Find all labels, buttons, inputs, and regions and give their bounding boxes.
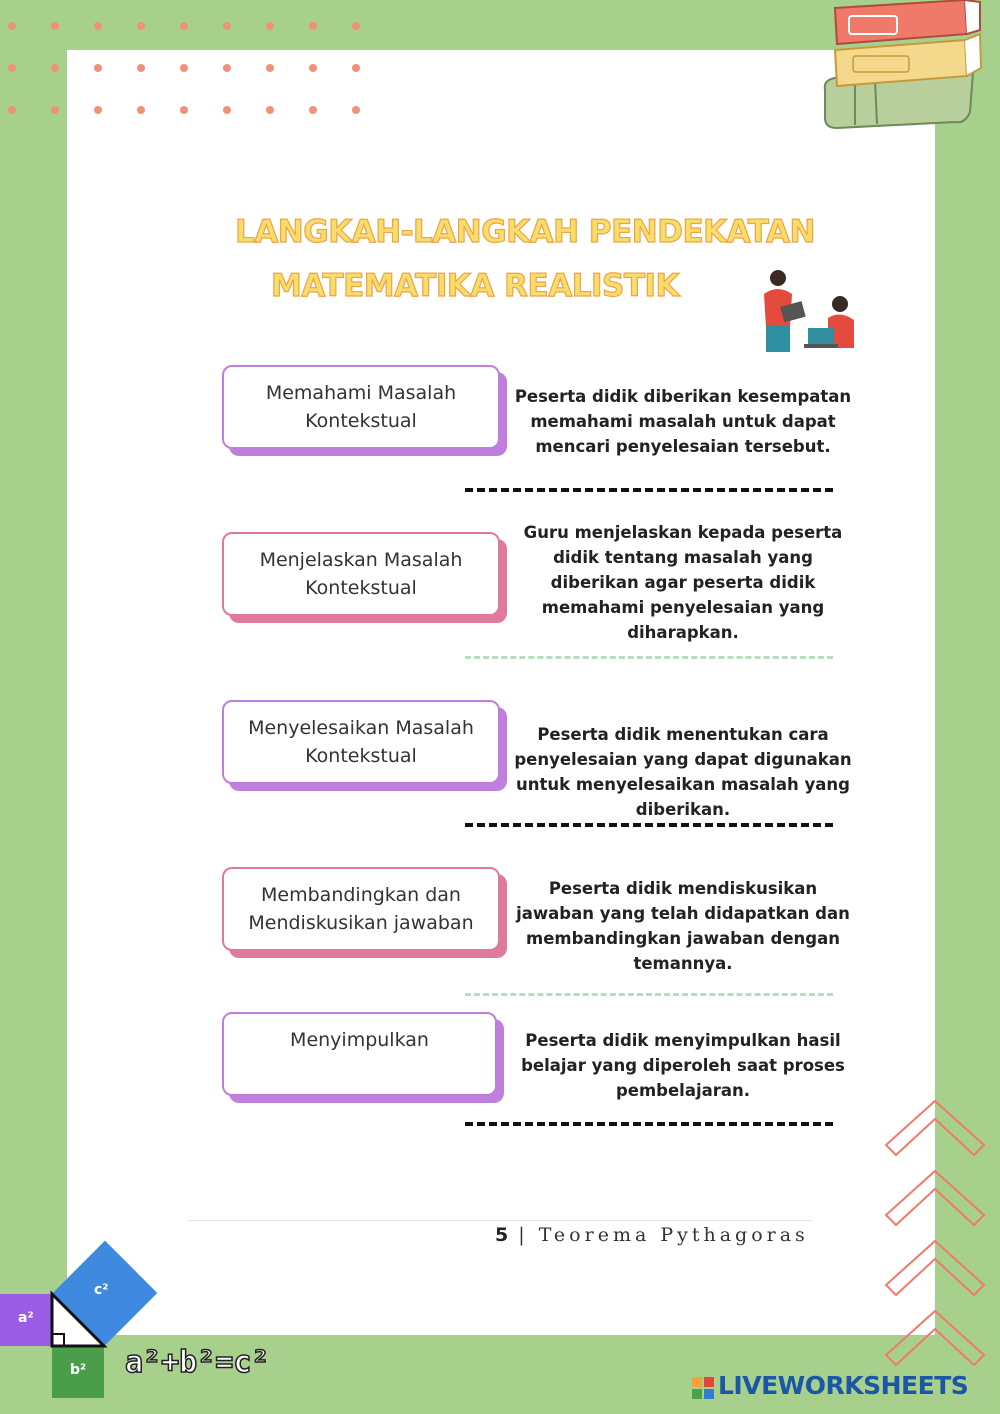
decorative-dot (8, 64, 16, 72)
teacher-student-icon (742, 268, 862, 356)
separator-dash (465, 823, 833, 827)
separator-dash (465, 1122, 833, 1126)
formula-text: a²+b²=c² (125, 1345, 270, 1380)
step-box-3 (222, 700, 500, 784)
decorative-dot (94, 106, 102, 114)
liveworksheets-logo-icon (692, 1377, 714, 1399)
decorative-dot (8, 106, 16, 114)
step-label-2: Menjelaskan Masalah Kontekstual (259, 549, 463, 599)
separator-dash (465, 993, 833, 996)
decorative-dot (309, 64, 317, 72)
decorative-dot (51, 22, 59, 30)
step-description-2: Guru menjelaskan kepada peserta didik tentang masalah yang diberikan agar peserta didik memahami penyelesaian yang diharapkan. (523, 523, 843, 642)
step-box-1 (222, 365, 500, 449)
c-squared-label: c² (94, 1282, 109, 1298)
title-line-2: MATEMATIKA REALISTIK (270, 268, 680, 304)
step-description-4: Peserta didik mendiskusikan jawaban yang telah didapatkan dan membandingkan jawaban dengan temannya. (516, 879, 850, 973)
page-number: 5 (495, 1224, 509, 1246)
title-line-1: LANGKAH-LANGKAH PENDEKATAN (235, 214, 815, 250)
pythagoras-formula (125, 1345, 270, 1385)
decorative-dot (309, 106, 317, 114)
brand-name: LIVEWORKSHEETS (718, 1371, 969, 1400)
b-squared-label: b² (70, 1362, 87, 1378)
decorative-dot (94, 22, 102, 30)
a-squared-label: a² (18, 1310, 34, 1326)
step-description-1: Peserta didik diberikan kesempatan memahami masalah untuk dapat mencari penyelesaian tersebut. (514, 387, 852, 456)
footer-subject: Teorema Pythagoras (538, 1224, 809, 1246)
decorative-dot (137, 22, 145, 30)
chevron-up-icon (880, 1095, 990, 1395)
decorative-dot (352, 106, 360, 114)
decorative-dot (51, 106, 59, 114)
step-label-5: Menyimpulkan (290, 1029, 429, 1051)
decorative-dot (180, 64, 188, 72)
decorative-dot (94, 64, 102, 72)
step-description-3: Peserta didik menentukan cara penyelesaian yang dapat digunakan untuk menyelesaikan masalah yang diberikan. (514, 725, 852, 819)
decorative-dot (51, 64, 59, 72)
decorative-dot (180, 22, 188, 30)
step-label-3: Menyelesaikan Masalah Kontekstual (248, 717, 474, 767)
decorative-dots (8, 22, 378, 132)
decorative-dot (137, 106, 145, 114)
decorative-dot (223, 106, 231, 114)
decorative-dot (266, 64, 274, 72)
separator-dash (465, 656, 833, 659)
step-box-5 (222, 1012, 497, 1096)
decorative-dot (266, 106, 274, 114)
decorative-dot (266, 22, 274, 30)
step-box-4 (222, 867, 500, 951)
step-label-1: Memahami Masalah Kontekstual (265, 382, 457, 432)
decorative-dot (352, 64, 360, 72)
decorative-dot (180, 106, 188, 114)
footer-separator: | (518, 1224, 529, 1246)
decorative-dot (223, 22, 231, 30)
step-box-2 (222, 532, 500, 616)
footer-rule (188, 1220, 812, 1221)
step-label-4: Membandingkan dan Mendiskusikan jawaban (248, 884, 474, 934)
books-icon (815, 0, 985, 132)
decorative-dot (8, 22, 16, 30)
decorative-dot (352, 22, 360, 30)
decorative-dot (309, 22, 317, 30)
step-description-5: Peserta didik menyimpulkan hasil belajar yang diperoleh saat proses pembelajaran. (521, 1031, 845, 1100)
page-footer (495, 1224, 809, 1246)
separator-dash (465, 488, 833, 492)
decorative-dot (137, 64, 145, 72)
decorative-dot (223, 64, 231, 72)
